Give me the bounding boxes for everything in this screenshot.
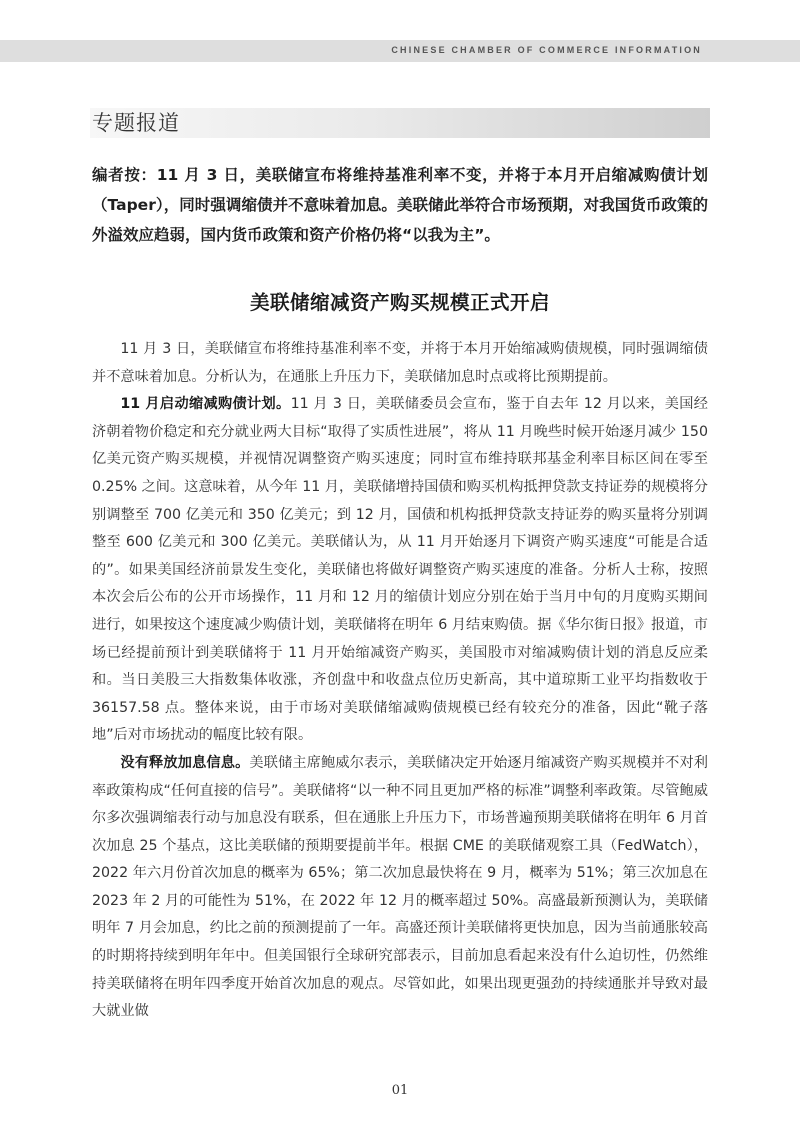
article-paragraph-2 [92,750,708,1026]
editor-note: 编者按：11 月 3 日，美联储宣布将维持基准利率不变，并将于本月开启缩减购债计划（Taper），同时强调缩债并不意味着加息。美联储此举符合市场预期，对我国货币政策的外溢效应趋弱，国内货币政策和资产价格仍将“以我为主”。 [92,166,708,244]
page-number: 01 [391,1083,409,1098]
section-title: 专题报道 [92,111,180,135]
paragraph-2-lead: 没有释放加息信息。 [120,754,250,771]
article-paragraph-1 [92,391,708,750]
publication-header: CHINESE CHAMBER OF COMMERCE INFORMATION [391,45,702,55]
paragraph-2-text: 美联储主席鲍威尔表示，美联储决定开始逐月缩减资产购买规模并不对利率政策构成“任何直接的信号”。美联储将“以一种不同且更加严格的标准”调整利率政策。尽管鲍威尔多次强调缩表行动与加息没有联系，但在通胀上升压力下，市场普遍预期美联储将在明年 6 月首次加息 25 个基点，这比美联储的预期要提前半年。根据 CME 的美联储观察工具（FedWatch），2022 年六月份首次加息的概率为 65%；第二次加息最快将在 9 月，概率为 51%；第三次加息在 2023 年 2 月的可能性为 51%，在 2022 年 12 月的概率超过 50%。高盛最新预测认为，美联储明年 7 月会加息，约比之前的预测提前了一年。高盛还预计美联储将更快加息，因为当前通胀较高的时期将持续到明年年中。但美国银行全球研究部表示，目前加息看起来没有什么迫切性，仍然维持美联储将在明年四季度开始首次加息的观点。尽管如此，如果出现更强劲的持续通胀并导致对最大就业做 [92,754,708,1020]
article-intro-paragraph: 11 月 3 日，美联储宣布将维持基准利率不变，并将于本月开始缩减购债规模，同时强调缩债并不意味着加息。分析认为，在通胀上升压力下，美联储加息时点或将比预期提前。 [92,341,708,385]
paragraph-1-text: 11 月 3 日，美联储委员会宣布，鉴于自去年 12 月以来，美国经济朝着物价稳定和充分就业两大目标“取得了实质性进展”，将从 11 月晚些时候开始逐月减少 150 亿美元资产购买规模，并视情况调整资产购买速度；同时宣布维持联邦基金利率目标区间在零至 0.25% 之间。这意味着，从今年 11 月，美联储增持国债和购买机构抵押贷款支持证券的规模将分别调整至 700 亿美元和 350 亿美元；到 12 月，国债和机构抵押贷款支持证券的购买量将分别调整至 600 亿美元和 300 亿美元。美联储认为，从 11 月开始逐月下调资产购买速度“可能是合适的”。如果美国经济前景发生变化，美联储也将做好调整资产购买速度的准备。分析人士称，按照本次会后公布的公开市场操作，11 月和 12 月的缩债计划应分别在始于当月中旬的月度购买期间进行，如果按这个速度减少购债计划，美联储将在明年 6 月结束购债。据《华尔街日报》报道，市场已经提前预计到美联储将于 11 月开始缩减资产购买，美国股市对缩减购债计划的消息反应柔和。当日美股三大指数集体收涨，齐创盘中和收盘点位历史新高，其中道琼斯工业平均指数收于 36157.58 点。整体来说，由于市场对美联储缩减购债规模已经有较充分的准备，因此“靴子落地”后对市场扰动的幅度比较有限。 [92,396,708,744]
article-title: 美联储缩减资产购买规模正式开启 [249,291,550,314]
section-title-bar [90,108,710,138]
article-body [92,336,708,1026]
paragraph-1-lead: 11 月启动缩减购债计划。 [120,396,291,413]
